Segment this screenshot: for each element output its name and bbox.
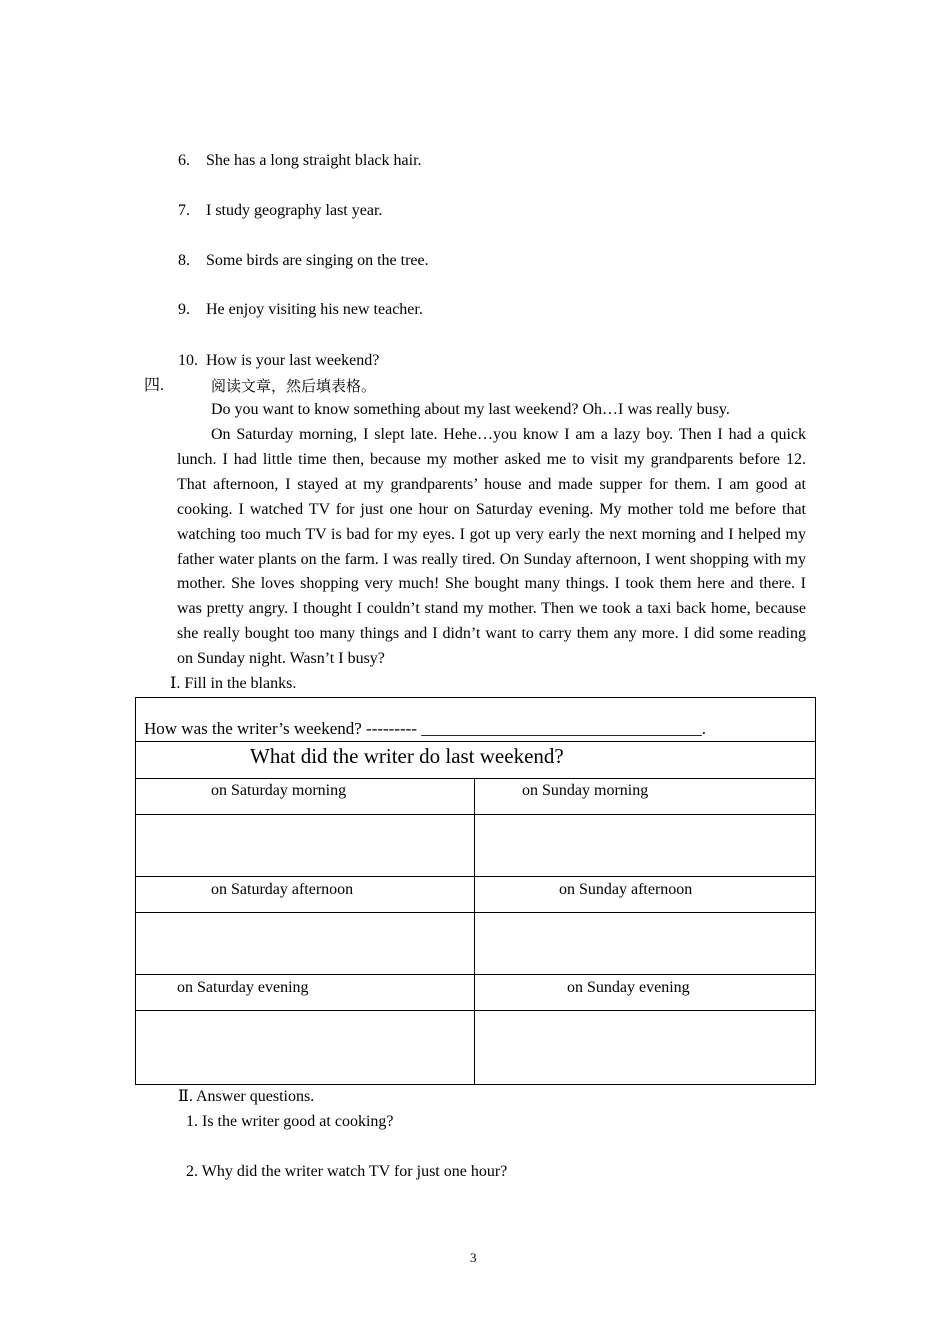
- sentence-number: 9.: [178, 301, 190, 318]
- weekend-question: How was the writer’s weekend? --------- _________________________________.: [144, 719, 706, 738]
- section-label: 四.: [144, 377, 165, 394]
- page-number: 3: [470, 1250, 477, 1265]
- answer-blank-saturday-afternoon[interactable]: [136, 913, 473, 973]
- part1-title: Ⅰ. Fill in the blanks.: [170, 675, 297, 692]
- cell-sunday-afternoon: on Sunday afternoon: [559, 881, 693, 898]
- answer-blank-sunday-afternoon[interactable]: [476, 913, 813, 973]
- passage-intro: Do you want to know something about my last weekend? Oh…I was really busy.: [211, 401, 730, 418]
- sentence-text: Some birds are singing on the tree.: [206, 252, 429, 269]
- sentence-number: 10.: [178, 352, 198, 369]
- sentence-number: 6.: [178, 152, 190, 169]
- table-rule: [135, 974, 815, 975]
- sentence-number: 7.: [178, 202, 190, 219]
- cell-sunday-morning: on Sunday morning: [522, 782, 649, 799]
- cell-saturday-evening: on Saturday evening: [177, 979, 309, 996]
- table-rule: [135, 876, 815, 877]
- section-instruction: 阅读文章，然后填表格。: [211, 377, 377, 395]
- answer-blank-sunday-morning[interactable]: [476, 815, 813, 875]
- sentence-number: 8.: [178, 252, 190, 269]
- answer-blank-sunday-evening[interactable]: [476, 1011, 813, 1083]
- sentence-10: [178, 351, 379, 371]
- table-heading: What did the writer do last weekend?: [250, 744, 564, 768]
- part2-title: Ⅱ. Answer questions.: [178, 1088, 315, 1105]
- cell-saturday-morning: on Saturday morning: [211, 782, 347, 799]
- sentence-text: I study geography last year.: [206, 202, 383, 219]
- sentence-9: [178, 300, 423, 320]
- table-divider: [474, 778, 475, 1084]
- sentence-6: [178, 151, 422, 171]
- question-1: 1. Is the writer good at cooking?: [186, 1113, 394, 1130]
- sentence-text: She has a long straight black hair.: [206, 152, 422, 169]
- cell-saturday-afternoon: on Saturday afternoon: [211, 881, 354, 898]
- cell-sunday-evening: on Sunday evening: [567, 979, 690, 996]
- table-rule: [135, 778, 815, 779]
- passage-body: [177, 423, 806, 672]
- answer-blank-saturday-morning[interactable]: [136, 815, 473, 875]
- sentence-8: [178, 251, 429, 271]
- sentence-text: He enjoy visiting his new teacher.: [206, 301, 423, 318]
- question-2: 2. Why did the writer watch TV for just one hour?: [186, 1163, 508, 1180]
- sentence-7: [178, 201, 382, 221]
- passage-text: On Saturday morning, I slept late. Hehe…you know I am a lazy boy. Then I had a quick lunch. I had little time then, because my mother asked me to visit my grandparents before 12. That afternoon, I stayed at my grandparents’ house and made supper for them. I am good at cooking. I watched TV for just one hour on Saturday evening. My mother told me before that watching too much TV is bad for my eyes. I got up very early the next morning and I helped my father water plants on the farm. I was really tired. On Sunday afternoon, I went shopping with my mother. She loves shopping very much! She bought many things. I took them here and there. I was pretty angry. I thought I couldn’t stand my mother. Then we took a taxi back home, because she really bought too many things and I didn’t want to carry them any more. I did some reading on Sunday night. Wasn’t I busy?: [177, 426, 806, 668]
- sentence-text: How is your last weekend?: [206, 352, 380, 369]
- answer-blank-saturday-evening[interactable]: [136, 1011, 473, 1083]
- table-rule: [135, 741, 815, 742]
